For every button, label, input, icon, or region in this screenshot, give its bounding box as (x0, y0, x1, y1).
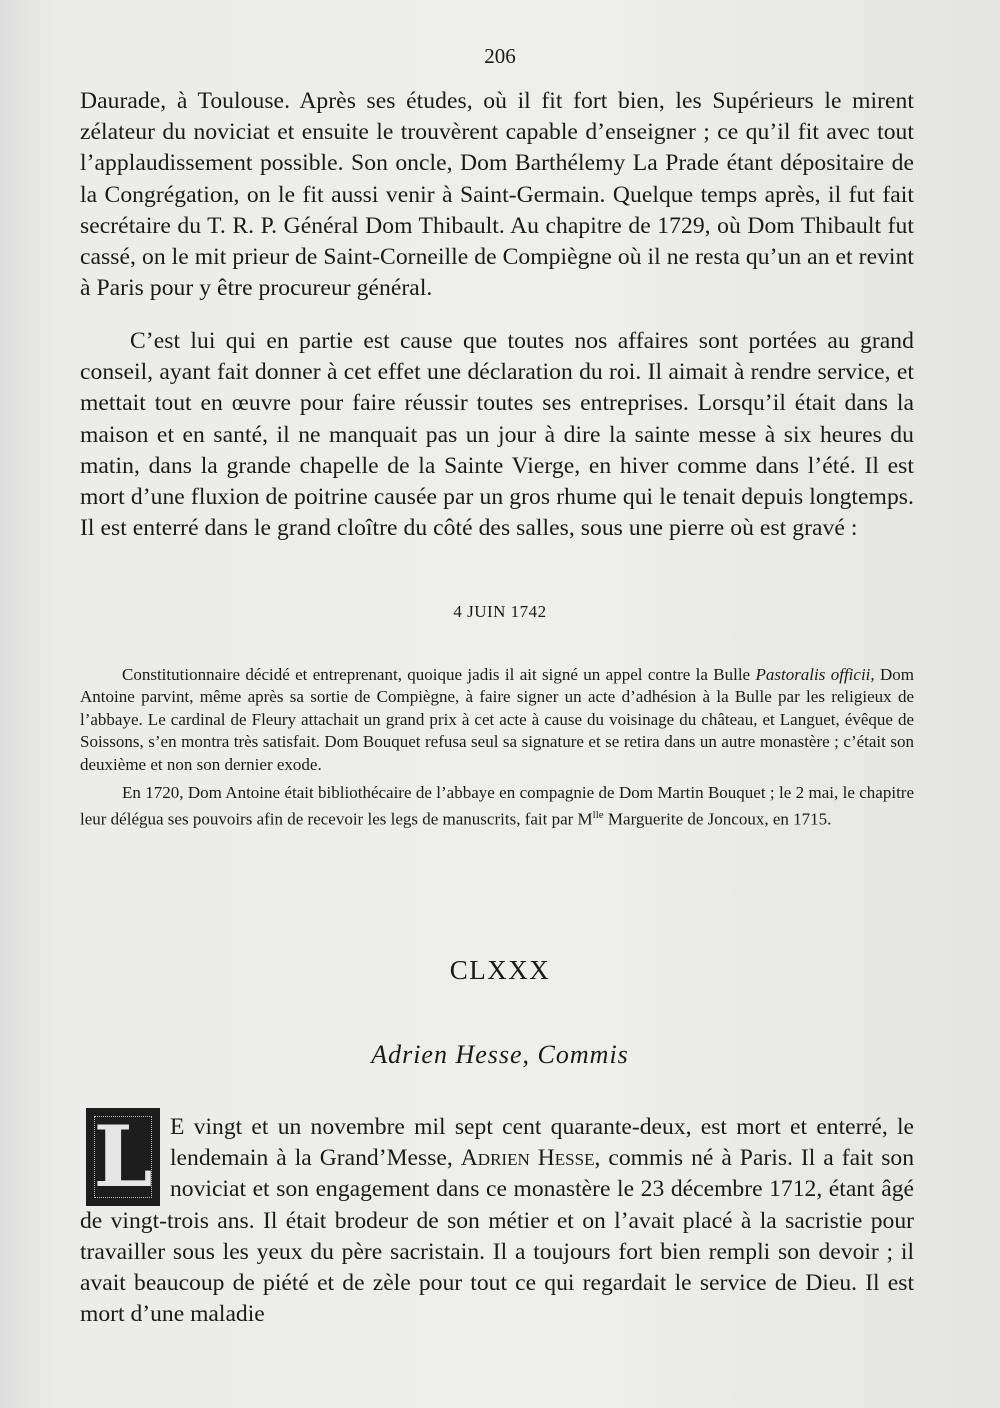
note-title-italic: Pastoralis officii, (755, 665, 875, 684)
final-paragraph-lead: E vingt et un novembre mil sept cent quarante-deux, est mort et enterré, le lendemain à la Grand’Messe, (170, 1114, 914, 1172)
note-text: Marguerite de Joncoux, en 1715. (603, 810, 832, 830)
final-paragraph-rest: , commis né à Paris. Il a fait son noviciat et son engagement dans ce monastère le 23 décembre 1712, étant âgé de vingt-trois ans. Il était brodeur de son métier et on l’avait placé à la sacristie pour travailler sous les yeux du père sacristain. Il a toujours fort bien rempli son devoir ; il avait beaucoup de piété et de zèle pour tout ce qui regardait le service de Dieu. Il est mort d’une maladie (80, 1145, 914, 1328)
note-paragraph (80, 664, 914, 776)
drop-cap-spacer (80, 1108, 170, 1206)
final-paragraph (80, 1108, 914, 1330)
person-name: Adrien Hesse (460, 1145, 595, 1172)
note-text: Dom Antoine parvint, même après sa sortie de Compiègne, à faire signer un acte d’adhésion à la Bulle par les religieux de l’abbaye. Le cardinal de Fleury attachait un grand prix à cet acte à cause du voisinage du château, et Languet, évêque de Soissons, s’en montra très satisfait. Dom Bouquet refusa seul sa signature et se retira dans un autre monastère ; c’était son deuxième et non son dernier exode. (80, 665, 914, 774)
final-paragraph-block (80, 1108, 914, 1330)
body-paragraph: Daurade, à Toulouse. Après ses études, où il fit fort bien, les Supérieurs le mirent zélateur du noviciat et ensuite le trouvèrent capable d’enseigner ; ce qu’il fit avec tout l’applaudissement possible. Son oncle, Dom Barthélemy La Prade étant dépositaire de la Congrégation, on le fit aussi venir à Saint-Germain. Quelque temps après, il fut fait secrétaire du T. R. P. Général Dom Thibault. Au chapitre de 1729, où Dom Thibault fut cassé, on le mit prieur de Saint-Corneille de Compiègne où il ne resta qu’un an et revint à Paris pour y être procureur général. (80, 88, 914, 302)
drop-cap-letter: L (93, 1108, 153, 1206)
note-superscript: lle (592, 809, 604, 822)
note-text: En 1720, Dom Antoine était bibliothécaire de l’abbaye en compagnie de Dom Martin Bouquet ; le 2 mai, le chapitre leur délégua ses pouvoirs afin de recevoir les legs de manuscrits, fait par M (80, 783, 914, 830)
page-number: 206 (484, 44, 516, 68)
editor-notes (80, 664, 914, 832)
epitaph-date: 4 JUIN 1742 (453, 602, 547, 621)
note-paragraph (80, 782, 914, 831)
chapter-title: Adrien Hesse, Commis (371, 1040, 629, 1069)
section-number: CLXXX (449, 955, 551, 985)
body-paragraph-1-block (80, 86, 914, 304)
body-paragraph: C’est lui qui en partie est cause que toutes nos affaires sont portées au grand conseil, ayant fait donner à cet effet une déclaration du roi. Il aimait à rendre service, et mettait tout en œuvre pour faire réussir toutes ses entreprises. Lorsqu’il était dans la maison et en santé, il ne manquait pas un jour à dire la sainte messe à six heures du matin, dans la grande chapelle de la Sainte Vierge, en hiver comme dans l’été. Il est mort d’une fluxion de poitrine causée par un gros rhume qui le tenait depuis longtemps. Il est enterré dans le grand cloître du côté des salles, sous une pierre où est gravé : (80, 328, 914, 542)
body-paragraph-2-block (80, 326, 914, 544)
note-text: Constitutionnaire décidé et entreprenant, quoique jadis il ait signé un appel contre la Bulle (122, 665, 751, 684)
